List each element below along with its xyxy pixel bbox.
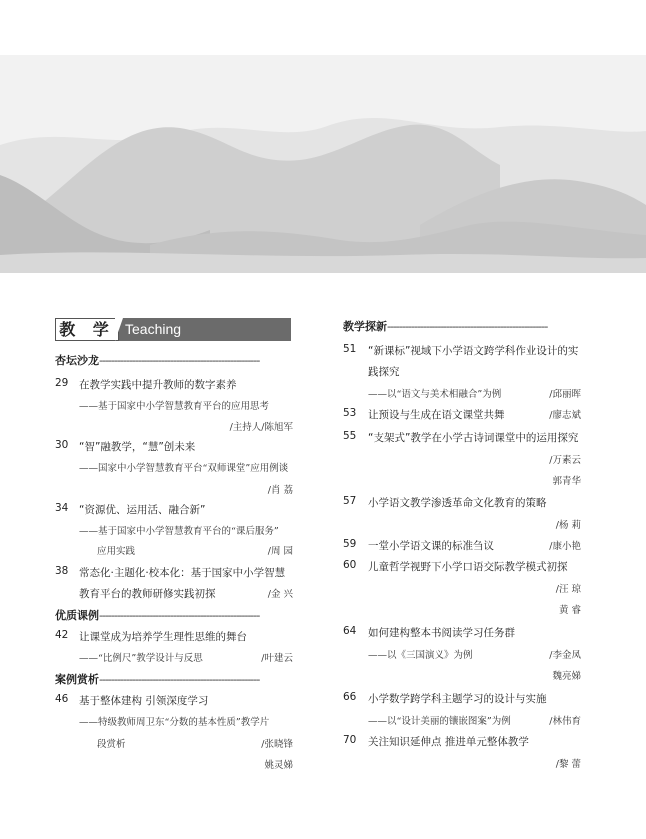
article-title[interactable]: 常态化·主题化·校本化：基于国家中小学智慧 xyxy=(79,567,286,579)
article-title[interactable]: 小学数学跨学科主题学习的设计与实施 xyxy=(368,693,547,705)
page-number: 46 xyxy=(55,693,69,705)
article-title-cont: 践探究 xyxy=(368,366,400,378)
article-author-2: 黄 睿 xyxy=(558,605,581,616)
article-author: /邱丽晖 xyxy=(549,389,581,400)
article-title[interactable]: 基于整体建构 引领深度学习 xyxy=(79,695,209,707)
article-title[interactable]: 一堂小学语文课的标准刍议 xyxy=(368,540,494,552)
page-number: 34 xyxy=(55,502,69,514)
article-subtitle: ——“比例尺”教学设计与反思 xyxy=(79,653,203,664)
page-number: 64 xyxy=(343,625,357,637)
article-subtitle: ——基于国家中小学智慧教育平台的“课后服务” xyxy=(79,526,279,537)
article-author: /林伟育 xyxy=(549,716,581,727)
section-title: 杏坛沙龙------------------------------------------------------ xyxy=(55,354,260,367)
article-subtitle: ——基于国家中小学智慧教育平台的应用思考 xyxy=(79,401,270,412)
header-en: Teaching xyxy=(125,321,182,337)
page-number: 51 xyxy=(343,343,357,355)
article-title[interactable]: 如何建构整本书阅读学习任务群 xyxy=(368,627,515,639)
article-subtitle-cont: 应用实践 xyxy=(97,546,136,557)
article-author-2: 郭青华 xyxy=(552,476,581,487)
article-author: /黎 蕾 xyxy=(555,759,581,770)
page-number: 29 xyxy=(55,377,69,389)
article-author: /金 兴 xyxy=(267,589,293,600)
page-number: 38 xyxy=(55,565,69,577)
section-title: 教学探新------------------------------------------------------ xyxy=(343,320,548,333)
article-title[interactable]: 小学语文教学渗透革命文化教育的策略 xyxy=(368,497,547,509)
page-number: 42 xyxy=(55,629,69,641)
article-author: /杨 莉 xyxy=(555,520,581,531)
article-author: /汪 琼 xyxy=(555,584,581,595)
article-title-cont: 教育平台的教师研修实践初探 xyxy=(79,588,216,600)
page-number: 57 xyxy=(343,495,357,507)
article-subtitle: ——以“设计美丽的镶嵌图案”为例 xyxy=(368,716,511,727)
article-title[interactable]: “支架式”教学在小学古诗词课堂中的运用探究 xyxy=(368,432,579,444)
article-author: /康小艳 xyxy=(549,541,581,552)
page-number: 53 xyxy=(343,407,357,419)
section-title: 案例赏析------------------------------------------------------ xyxy=(55,673,260,686)
header-banner xyxy=(0,55,646,273)
article-author: /肖 荔 xyxy=(267,485,293,496)
section-title: 优质课例------------------------------------------------------ xyxy=(55,609,260,622)
article-subtitle-cont: 段赏析 xyxy=(97,739,126,750)
article-author: /万素云 xyxy=(549,455,581,466)
mountain-illustration xyxy=(0,55,646,273)
article-title[interactable]: “资源优、运用活、融合新” xyxy=(79,504,206,516)
article-author: /张晓锋 xyxy=(261,739,293,750)
article-author: /廖志斌 xyxy=(549,410,581,421)
article-subtitle: ——国家中小学智慧教育平台“双师课堂”应用例谈 xyxy=(79,463,289,474)
article-author: /叶建云 xyxy=(261,653,293,664)
header-cn: 教 学 xyxy=(55,318,119,341)
article-author: /周 园 xyxy=(267,546,293,557)
article-title[interactable]: 让课堂成为培养学生理性思维的舞台 xyxy=(79,631,247,643)
article-author: /李金凤 xyxy=(549,650,581,661)
article-subtitle: ——以“语文与美术相融合”为例 xyxy=(368,389,502,400)
article-title[interactable]: “新课标”视域下小学语文跨学科作业设计的实 xyxy=(368,345,579,357)
page-number: 66 xyxy=(343,691,357,703)
article-title[interactable]: 在教学实践中提升教师的数字素养 xyxy=(79,379,237,391)
article-title[interactable]: 让预设与生成在语文课堂共舞 xyxy=(368,409,505,421)
page-number: 60 xyxy=(343,559,357,571)
article-author-2: 姚灵娣 xyxy=(264,760,293,771)
page-number: 55 xyxy=(343,430,357,442)
article-author-2: 魏亮娣 xyxy=(552,671,581,682)
article-title[interactable]: 儿童哲学视野下小学口语交际教学模式初探 xyxy=(368,561,568,573)
section-header-teaching xyxy=(55,318,291,341)
article-title[interactable]: “智”融教学，“慧”创未来 xyxy=(79,441,196,453)
article-subtitle: ——以《三国演义》为例 xyxy=(368,650,473,661)
page-number: 59 xyxy=(343,538,357,550)
page-number: 70 xyxy=(343,734,357,746)
page-number: 30 xyxy=(55,439,69,451)
article-author: /主持人/陈旭军 xyxy=(229,422,293,433)
article-title[interactable]: 关注知识延伸点 推进单元整体教学 xyxy=(368,736,529,748)
article-subtitle: ——特级教师周卫东“分数的基本性质”教学片 xyxy=(79,717,270,728)
